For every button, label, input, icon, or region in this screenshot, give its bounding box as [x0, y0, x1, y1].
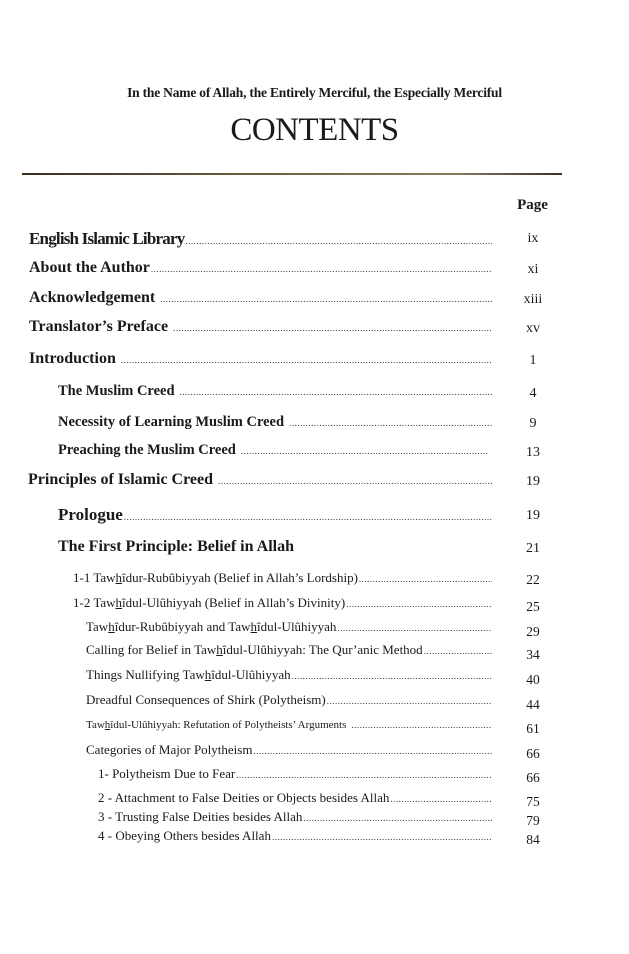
leader-dots	[180, 387, 492, 397]
toc-entry-acknowledgement[interactable]	[29, 289, 492, 307]
toc-entry-english-islamic-library[interactable]	[29, 229, 492, 249]
leader-dots	[289, 418, 492, 428]
toc-entry-label: 1- Polytheism Due to Fear	[98, 766, 236, 781]
toc-entry-label: About the Author	[29, 259, 150, 276]
leader-dots	[327, 696, 492, 706]
leader-dots	[253, 746, 492, 756]
toc-page-number: 44	[526, 697, 540, 712]
toc-entry-label: 3 - Trusting False Deities besides Allah	[98, 809, 303, 824]
toc-entry-label: Necessity of Learning Muslim Creed	[58, 414, 285, 430]
toc-entry-polytheism-due-to-fear[interactable]	[98, 766, 492, 782]
leader-dots	[236, 770, 492, 780]
toc-page-number: 21	[526, 541, 540, 556]
toc-page-number: 1	[529, 353, 537, 368]
leader-dots	[151, 264, 492, 274]
toc-page-number: 75	[526, 794, 540, 809]
toc-page-number: xi	[527, 262, 539, 277]
toc-entry-introduction[interactable]	[29, 350, 492, 368]
leader-dots	[272, 832, 492, 842]
toc-entry-categories-of-major-polytheism[interactable]	[86, 742, 492, 758]
toc-entry-label: Acknowledgement	[29, 289, 156, 306]
toc-entry-tawhidur-rububiyyah[interactable]	[73, 570, 492, 586]
leader-dots	[346, 599, 492, 609]
toc-entry-trusting-false-deities[interactable]	[98, 809, 492, 825]
toc-entry-label: The First Principle: Belief in Allah	[58, 538, 294, 555]
toc-entry-preaching-the-muslim-creed[interactable]	[58, 442, 488, 459]
toc-page-number: 61	[526, 721, 540, 736]
toc-entry-label: Things Nullifying Tawhîdul-Ulûhiyyah	[86, 667, 291, 682]
page-title: CONTENTS	[230, 112, 399, 148]
toc-page-number: xiii	[523, 292, 543, 307]
leader-dots	[241, 446, 488, 456]
toc-entry-label: Tawhîdur-Rubûbiyyah and Tawhîdul-Ulûhiyyah	[86, 619, 337, 634]
toc-entry-first-principle[interactable]	[58, 538, 492, 556]
toc-entry-label: Translator’s Preface	[29, 318, 169, 335]
toc-entry-label: The Muslim Creed	[58, 383, 175, 399]
toc-entry-calling-for-belief[interactable]	[86, 642, 492, 658]
toc-page-number: 34	[526, 647, 540, 662]
toc-page-number: 40	[526, 672, 540, 687]
toc-entry-rububiyyah-and-uluhiyyah[interactable]	[86, 619, 492, 635]
leader-dots	[390, 794, 492, 804]
toc-entry-prologue[interactable]	[58, 505, 492, 525]
toc-entry-label: Categories of Major Polytheism	[86, 742, 253, 757]
leader-dots	[160, 294, 492, 304]
toc-entry-dreadful-consequences[interactable]	[86, 692, 492, 708]
toc-entry-attachment-to-false-deities[interactable]	[98, 790, 492, 806]
leader-dots	[124, 512, 492, 522]
toc-page-number: 9	[529, 416, 537, 431]
leader-dots	[337, 623, 492, 633]
toc-page-number: 13	[526, 445, 540, 460]
toc-page-number: 29	[526, 624, 540, 639]
toc-entry-label: Dreadful Consequences of Shirk (Polytheism)	[86, 692, 326, 707]
toc-entry-label: Preaching the Muslim Creed	[58, 442, 236, 458]
toc-page-number: 4	[529, 386, 537, 401]
toc-entry-obeying-others[interactable]	[98, 828, 492, 844]
leader-dots	[292, 671, 492, 681]
leader-dots	[424, 646, 492, 656]
toc-page-number: 66	[526, 746, 540, 761]
toc-entry-label: Introduction	[29, 350, 116, 367]
toc-page-number: 22	[526, 572, 540, 587]
page-column-header: Page	[517, 197, 548, 213]
toc-entry-translators-preface[interactable]	[29, 318, 492, 336]
toc-entry-label: Principles of Islamic Creed	[28, 471, 214, 488]
toc-entry-necessity-of-learning[interactable]	[58, 414, 492, 431]
toc-page-number: 66	[526, 770, 540, 785]
toc-entry-things-nullifying[interactable]	[86, 667, 492, 683]
toc-entry-label: Prologue	[58, 505, 123, 524]
toc-entry-label: 4 - Obeying Others besides Allah	[98, 828, 271, 843]
toc-entry-about-the-author[interactable]	[29, 259, 492, 277]
toc-page-number: 25	[526, 599, 540, 614]
toc-page-number: 19	[526, 474, 540, 489]
toc-entry-label: 2 - Attachment to False Deities or Objects besides Allah	[98, 790, 390, 805]
toc-page-number: ix	[527, 231, 539, 246]
leader-dots	[359, 574, 492, 584]
leader-dots	[121, 355, 492, 365]
toc-entry-label: 1-2 Tawhîdul-Ulûhiyyah (Belief in Allah’s Divinity)	[73, 595, 346, 610]
leader-dots	[173, 323, 492, 333]
toc-page-number: 84	[526, 832, 540, 847]
toc-page-number: xv	[526, 321, 540, 336]
title-divider	[22, 173, 562, 175]
toc-entry-label: Tawhîdul-Ulûhiyyah: Refutation of Polytheists’ Arguments	[86, 719, 347, 731]
toc-entry-label: Calling for Belief in Tawhîdul-Ulûhiyyah: The Qur’anic Method	[86, 642, 423, 657]
leader-dots	[218, 476, 492, 486]
toc-entry-refutation-of-arguments[interactable]	[86, 719, 492, 731]
toc-entry-the-muslim-creed[interactable]	[58, 383, 492, 400]
leader-dots	[185, 236, 492, 246]
toc-entry-label: 1-1 Tawhîdur-Rubûbiyyah (Belief in Allah’s Lordship)	[73, 570, 358, 585]
toc-page-number: 79	[526, 813, 540, 828]
leader-dots	[351, 720, 492, 730]
basmala-heading: In the Name of Allah, the Entirely Merciful, the Especially Merciful	[127, 85, 502, 100]
leader-dots	[303, 813, 492, 823]
toc-page-number: 19	[526, 508, 540, 523]
toc-entry-label: English Islamic Library	[29, 229, 185, 248]
toc-entry-tawhidul-uluhiyyah[interactable]	[73, 595, 492, 611]
toc-entry-principles-of-islamic-creed[interactable]	[28, 471, 492, 489]
